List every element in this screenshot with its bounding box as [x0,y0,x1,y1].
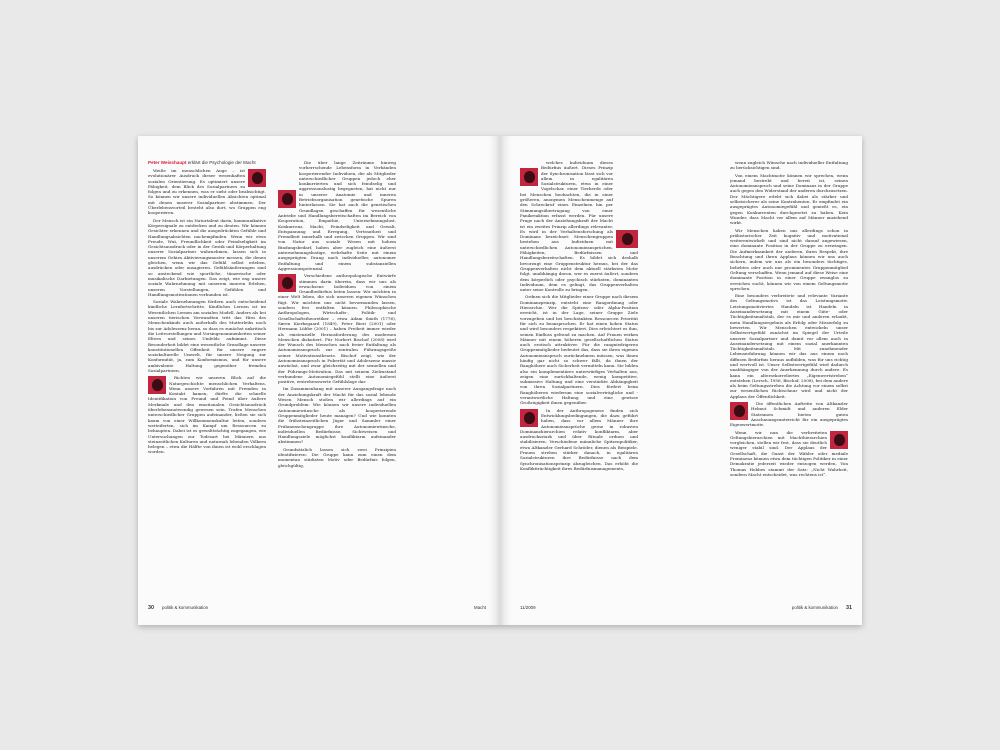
eye-image [248,169,266,187]
portrait-icon [282,277,293,289]
column-3 [520,160,638,592]
footer-section-left: politik & kommunikation [162,605,209,610]
footer-topic: Macht [474,605,486,610]
group-photo-image [616,230,638,248]
left-page [138,136,500,625]
footer-section-right: politik & kommunikation [791,605,838,610]
byline-text: erklärt die Psychologie der Macht [187,160,256,165]
right-footer [500,605,862,613]
paragraph: Wenn wir nun die verbreiteten Geltungshierarchien mit Machthierarchien vergleichen, stellen wir fest, dass sie deutlich weniger stabil sind. Der Applaus der Gesellschaft, die Gunst der Wähler oder mediale Prominenz können etwa dem tüchtigen Politiker in einer Demokratie jederzeit wieder entzogen werden. Von Thomas Hobbes stammt der Satz: „Nicht Wahrheit, sondern Macht entscheidet, was rechtens ist“. [730,429,848,477]
elder-statesman-icon [734,405,745,417]
paragraph: Ordnen sich die Mitglieder einer Gruppe nach diesem Dominanzprinzip, entsteht eine Rangordnung oder Hierarchie. Wer die Spitzen- oder Alpha-Position erreicht, ist in der Lage, seiner Gruppe Ziele vorzugeben und bei beschränkten Ressourcen Priorität für sich zu beanspruchen. Er hat einen hohen Status und wird besonders respektiert. Dies erleichtert es ihm, seinen Einfluss geltend zu machen. Auf Frauen wirken Männer mit einem höheren gesellschaftlichen Status auch erotisch attraktiver. Für die rangniedrigeren Gruppenmitglieder bedeutet das, dass sie ihren eigenen Autonomieanspruch zurücknehmen müssen, was ihnen häufig gar nicht so schwer fällt, da ihnen der Ranghöhere auch Sicherheit vermitteln kann. Sie bilden also ein komplementäres unterwürfiges Verhalten aus, zeigen eine zurückhaltende, wenig kompetitive, submissive Haltung und eine verstärkte Abhängigkeit von ihren Sozialpartnern. Dies fördert beim Ranghöheren wiederum eine sozialverträgliche und -verantwortliche Haltung und eine gewisse Großzügigkeit ihnen gegenüber. [520,294,638,406]
paragraph: Der Mensch ist ein Naturtalent darin, kommunikative Körpersignale zu entdecken und zu deuten. Wir können Gesichter erkennen und die ausgedrückten Gefühle und Handlungsabsichten nachempfinden. Wenn wir etwa Freude, Wut, Freundlichkeit oder Feindseligkeit im Gesichtsausdruck oder in der Gestik und Körperhaltung unserer Sozialpartner wahrnehmen, lassen sich in unserem Gehirn Aktivierungsmuster messen, die denen gleichen, wenn wir das Gefühl selbst erleben, ausdrücken oder ausagieren. Gefühlsäußerungen sind so ansteckend wie sportliche, tänzerische oder musikalische Darbietungen. Das zeigt, wie eng unsere soziale Wahrnehmung mit unserem inneren Erleben, unseren Vorstellungen, Gefühlen und Handlungsmotivationen verbunden ist. [148,217,266,297]
bird-flock-image [520,168,538,186]
paragraph: Im Zusammenhang mit unserer Ausgangsfrage nach der Anziehungskraft der Macht für das sozial lebende Wesen Mensch stoßen wir allerdings auf ein Grundproblem: Wie können wir unsere individuellen Autonomiewünsche als kooperierende Gruppenmitglieder heute managen? Und wie konnten die frühsteinzeitlichen Jäger und Sammler einer Frühmenschengruppe ihre Autonomiewünsche, individuellen Bedürfnisse, Sichtweisen und Handlungsziele möglichst konfliktarm aufeinander abstimmen? [278,386,396,445]
left-footer [138,605,500,613]
hobbes-icon [834,434,845,446]
portrait-group-image [278,190,296,208]
paragraph: In der Anthropogenese finden sich Entwicklungsbedingungen, die dazu geführt haben, dass vor allem Männer ihre Autonomieansprüche gerne in robusten Dominanzhierarchien relativ konfliktarm, aber ausdrucksstark und über Rituale ordnen und stabilisieren. Verschiedene männliche Spitzenpolitiker, etwa Altkanzler Gerhard Schröder, dienen als Beispiele. Frauen streben stärker danach, in egalitären Sozialstrukturen ihre Bedürfnisse nach dem Synchronisationsprinzip abzugleichen. Das erhöht die Konfliktträchtigkeit ihres Bedürfnismanagements, [520,407,638,471]
page-number-left: 30 [148,605,154,611]
paragraph: Von einem Machtmotiv können wir sprechen, wenn jemand bestrebt und bereit ist, seinen Autonomieanspruch und seine Dominanz in der Gruppe auch gegen den Widerstand der anderen durchzusetzen. Der Mächtigere erlebt sich dabei als stärker und selbstsicherer als seine Kontrahenten. Er empfindet ein ausgeprägtes Autonomiegefühl und genießt es, ein gegen Konkurrenten durchgesetzt zu haben. Kein Wunder, dass Macht vor allem auf Männer anziehend wirkt. [730,172,848,226]
hobbes-portrait-image [830,431,848,449]
paragraph: Eine besonders verbreitete und relevante Variante des Geltungsmotivs ist das Leistungsmotiv. Leistungsmotiviertes Handeln ist Handeln in Auseinandersetzung mit einem Güte- oder Tüchtigkeitsmaßstab, der es mir und anderen erlaubt, mein Handlungsergebnis als Erfolg oder Misserfolg zu bewerten. Wir Menschen entwickeln unser Selbstwertgefühl zunächst im Spiegel der Urteile unserer Sozialpartner und damit vor allem auch in Auseinandersetzung mit einem sozial anerkannten Tüchtigkeitsmaßstab. Mit zunehmender Lebenserfahrung können wir das aus einem noch diffusen Bedürfnis heraus aufbilden, was für uns richtig und wertvoll ist. Unser Selbstwertgefühl wird dadurch unabhängiger von der Anerkennung durch andere. Es kann ein altersekorreliertes „Eigenwertstreben“ entstehen (Lersch, 1956, Bischof, 2008), bei dem andere als beim Geltungsstreben die Achtung vor einem selbst zur wesentlichen Richtschnur wird und nicht der Applaus der Öffentlichkeit. [730,293,848,399]
portraits-icon [282,193,293,205]
paragraph: Weiße im menschlichen Auge – ist evolutionärer Ausdruck dieser wesenhaften sozialen Orientierung. Es optimiert unsere Fähigkeit, dem Blick des Sozialpartners zu folgen und zu erkennen, was er sieht oder beabsichtigt. So können wir unsere individuellen Absichten optimal mit denen unserer Sozialpartner abstimmen. Der Überlebensvorteil besteht also dort, wo Gruppen eng kooperieren. [148,168,266,216]
flock-icon [524,171,535,183]
paragraph: Soziale Wahrnehmungen fördern auch entscheidend kindliche Lernfortschritte. Kindliches Lernen ist im Wesentlichen Lernen am sozialen Modell. Anders als bei unseren tierischen Verwandten tritt das Hirn des Menschenkinds auch außerhalb des Mutterleibs noch bis zur Adoleszenz heran, so dass es zunächst unkritisch die Leitvorstellungen und Vorsingenommenheiten seiner Eltern und seines Umfelds aufnimmt. Diese Besonderheit bildet eine wesentliche Grundlage unserer konstitutionellen Offenheit für unsere engere soziokulturelle Umwelt, für unsere Neigung zur Konformität, ja, zum Konformismus, und für unsere ambivalente Haltung gegenüber fremden Sozialpartnern. [148,299,266,373]
crowd-image [148,376,166,394]
paragraph: wenn zugleich Wünsche nach individueller Entfaltung zu berücksichtigen sind. [730,160,848,171]
paragraph: Die über lange Zeiträume hinweg vorherrschende Lebensform in Verbänden kooperierender Individuen, die als Mitglieder unterschiedlicher Gruppen jedoch eher konkurrierten und sich feindselig und aggressionslustig begegneten, hat nicht nur in unserer Anatomie und inneren Betriebsorganisation genetische Spuren hinterlassen. Sie hat auch die genetischen Grundlagen geschaffen für wesentliche Antriebe und Handlungsbereitschaften im Bereich von Kooperation, Empathie, Unternehmungslust, Konkurrenz, Macht, Feindseligkeit und Gewalt, Entspannung und Erregung, Vertrautheit und Fremdheit innerhalb und zwischen Gruppen. Wir sind von Natur aus soziale Wesen mit hohem Bindungsbedarf, haben aber zugleich eine äußerst unternehmungslustige, wehrhafte Seite mit einem ausgeprägten Drang nach individueller, autonomer Entfaltung und einem substanziellen Aggressionspotenzial. [278,160,396,271]
crowd-figure-icon [152,379,163,391]
paragraph: welches Individuum dieses Bedürfnis äußert. Dieses Prinzip der Synchronisation lässt sich vor allem in egalitären Sozialstrukturen, etwa in einer Vogelschar, einer Tierherde oder bei Menschen beobachten, die in einer größeren, anonymen Menschenmenge auf den Schreckruf eines Einzelnen hin per Stimmungsübertragung von einer Panikreaktion erfasst werden. Für unsere Frage nach der Anziehungskraft der Macht ist ein zweites Prinzip allerdings relevanter. Es wird in der Verhaltensforschung als Dominanz bezeichnet: Menschengruppen bestehen aus Individuen mit unterschiedlichen Autonomieansprüchen, Fähigkeiten, Bedürfnissen und Handlungsbereitschaften. Es bildet sich deshalb bevorzugt eine Gruppenstruktur heraus, bei der das Gruppenverhalten nicht dem aktuell stärksten Motiv folgt, unabhängig davon, wer es zuerst äußert, sondern dem körperlich oder psychisch stärksten, dominanten Individuum, dem es gelingt, das Gruppenverhalten unter seine Kontrolle zu bringen. [520,160,638,293]
right-page [500,136,862,625]
schroeder-portrait-image [520,409,538,427]
byline-author: Peter Weisshaupt [148,160,187,165]
footer-issue: 11/2009 [520,605,536,610]
byline [148,160,266,166]
group-icon [622,233,633,245]
column-2 [278,160,396,592]
page-number-right: 31 [846,605,852,611]
philosopher-portrait-image [278,274,296,292]
paragraph: Die öffentlichen Auftritte von Altkanzler Helmut Schmidt und anderen Elder Statesmen bieten guten Anschauungsunterricht für ein ausgeprägtes Eigenwertmotiv. [730,401,848,428]
schmidt-portrait-image [730,402,748,420]
eye-figure-icon [252,172,263,184]
paragraph: Wir Menschen haben uns allerdings schon in prähistorischer Zeit kognitiv und motivational weiterentwickelt und sind nicht darauf angewiesen, eine dominante Position in der Gruppe zu erzwingen. Die Aufmerksamkeit der anderen, ihren Respekt, ihre Beachtung und ihren Applaus können wir uns auch sichern, indem wir uns als ein besonders tüchtiges, beliebtes oder auch nur prominentes Gruppenmitglied Geltung verschaffen. Wenn jemand auf diese Weise eine dominante Position in einer Gruppe zwanglos zu erreichen sucht, können wir von einem Geltungsmotiv sprechen. [730,227,848,291]
magazine-spread [138,136,862,625]
paragraph: Grundsätzlich lassen sich zwei Prinzipien identifizieren: Die Gruppe kann zum einen dem momentan stärksten Motiv oder Bedürfnis folgen, gleichgültig, [278,446,396,468]
column-4 [730,160,848,592]
column-1 [148,160,266,592]
paragraph: Verschiedene anthropologische Entwürfe stimmen darin überein, dass wir uns als erwachsene Individuen von einem Grundbedürfnis leiten lassen: Wir möchten in einer Welt leben, die sich unseren eigenen Wünschen fügt. Wir möchten uns nicht bevormunden lassen, sondern frei entfalten können. Philosophische Anthropologen, Wirtschafts-, Politik- und Gesellschaftstheoretiker – etwa Adam Smith (1776), Søren Kierkegaard (1849), Peter Bieri (2001) oder Hermann Lübbe (2001) – haben Freiheit immer wieder als existenzielle Herausforderung des modernen Menschen diskutiert. Für Norbert Bischof (2008) wird der Wunsch des Menschen nach freier Entfaltung als Autonomieanspruch zur zentralen Führungsgröße seiner Motivationstheorie. Bischof zeigt, wie der Autonomieanspruch in Pubertät und Adoleszenz massiv anwächst, und zwar gleichzeitig mit der sexuellen und der Führungs-Motivation. Das mit seinem Zielzustand verbundene Autonomiegefühl stellt eine äußerst positive, erstrebenswerte Gefühlslage dar. [278,273,396,385]
politician-portrait-icon [524,412,535,424]
paragraph: Richten wir unseren Blick auf die Naturgeschichte menschlichen Verhaltens. Wenn unsere Vorfahren mit Fremden in Kontakt kamen, dürfte die schnelle Identifikation von Freund und Feind über äußere Merkmale und den emotionalen Gesichtsausdruck überlebensnotwendig gewesen sein. Trafen Menschen unterschiedlicher Gruppen aufeinander, ließen sie sich kaum von einer Willkommenskultur leiten, sondern wetteiferten, sich im Kampf um Ressourcen zu behaupten. Dabei ist es gewaltträchtig zugegangen, wie Untersuchungen zur Todesart bei Männern aus steinzeitlichen Kulturen und naturnah lebenden Völkern belegen – etwa die Hälfte von ihnen ist wohl erschlagen worden. [148,375,266,455]
